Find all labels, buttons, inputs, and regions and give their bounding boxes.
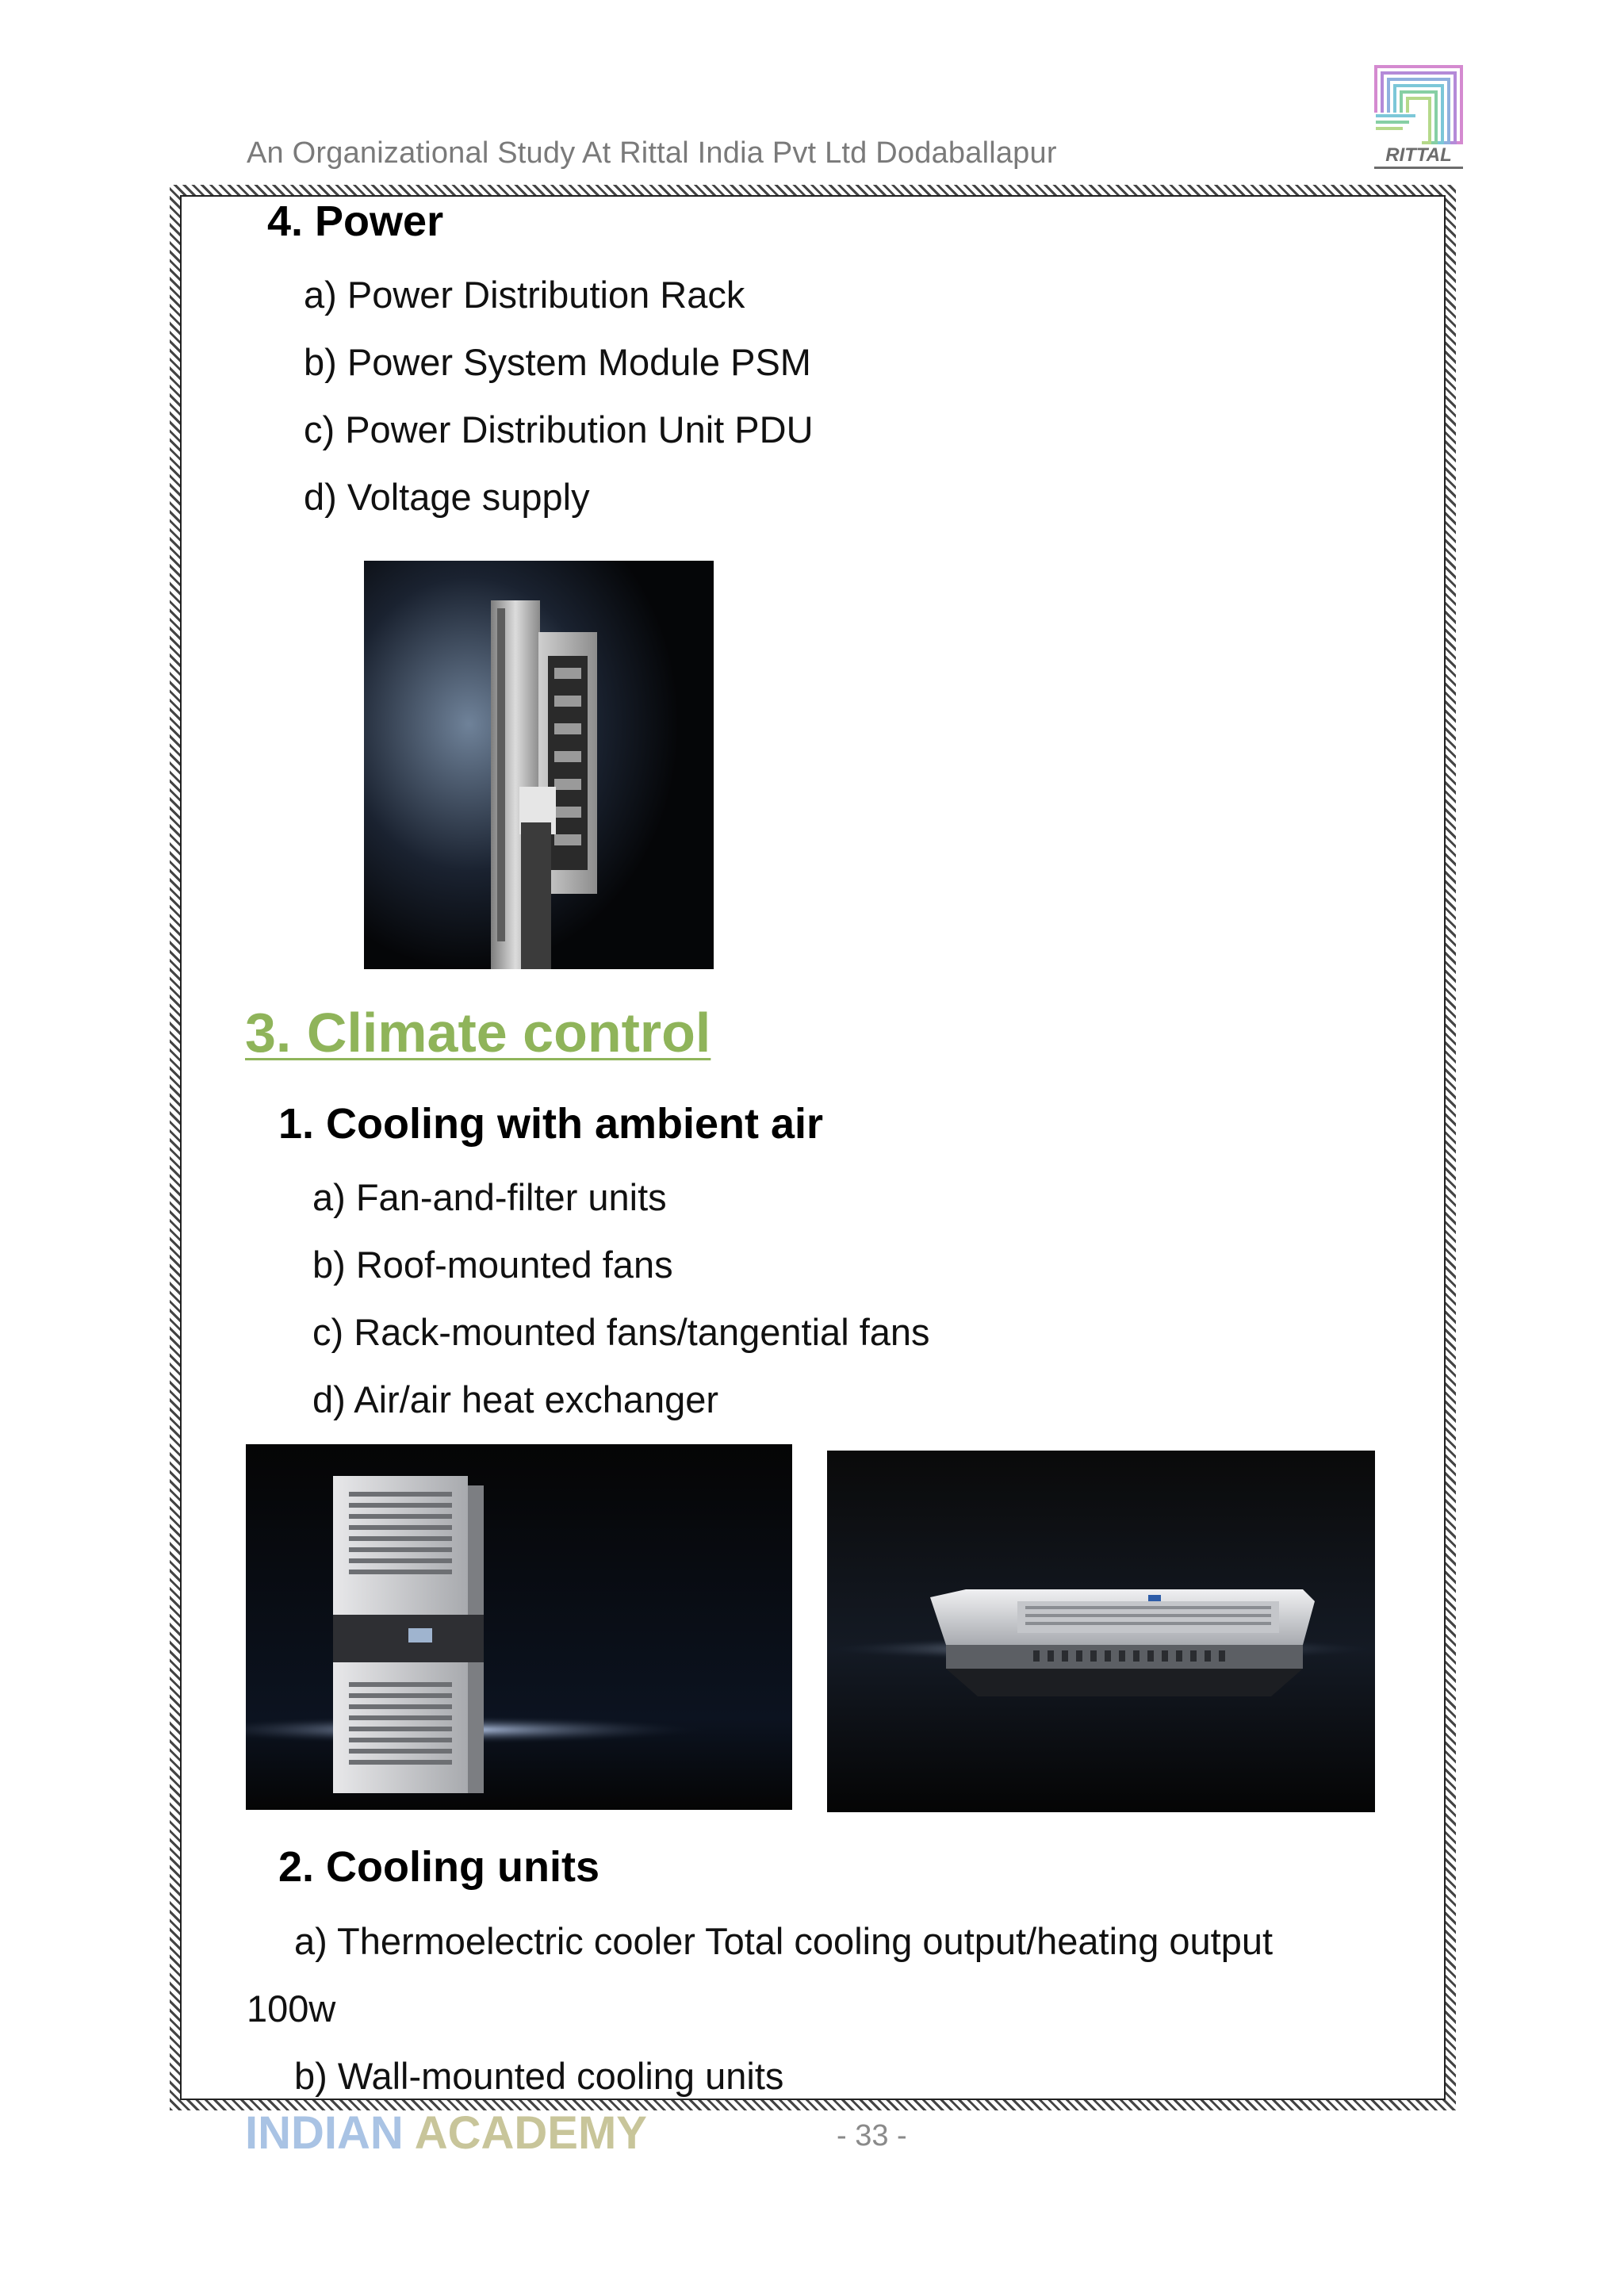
cooling-units-item-a: a) Thermoelectric cooler Total cooling output/heating output <box>294 1920 1274 1962</box>
cooling-units-item-a-continued: 100w <box>247 1987 336 2030</box>
ambient-air-item: a) Fan-and-filter units <box>312 1176 667 1218</box>
power-item: c) Power Distribution Unit PDU <box>304 408 814 450</box>
cooling-units-heading: 2. Cooling units <box>278 1843 599 1891</box>
power-item: a) Power Distribution Rack <box>304 274 745 316</box>
power-distribution-rack-image <box>364 561 714 969</box>
wall-mounted-cooling-unit-image <box>246 1444 792 1810</box>
cooling-units-item-b: b) Wall-mounted cooling units <box>294 2055 784 2097</box>
logo-wordmark: RITTAL <box>1374 144 1463 169</box>
footer-brand-word-1: INDIAN <box>245 2107 404 2159</box>
power-item: b) Power System Module PSM <box>304 341 811 383</box>
ambient-air-item: c) Rack-mounted fans/tangential fans <box>312 1311 930 1353</box>
page-header-title: An Organizational Study At Rittal India Pvt Ltd Dodaballapur <box>247 136 1057 170</box>
ambient-air-heading: 1. Cooling with ambient air <box>278 1100 824 1148</box>
rittal-logo-icon <box>1374 65 1463 173</box>
power-heading: 4. Power <box>267 197 444 245</box>
page-number: - 33 - <box>837 2119 907 2152</box>
ambient-air-item: b) Roof-mounted fans <box>312 1244 673 1286</box>
climate-control-heading: 3. Climate control <box>245 1002 711 1064</box>
footer-brand-word-2: ACADEMY <box>414 2107 647 2159</box>
power-item: d) Voltage supply <box>304 476 590 518</box>
ambient-air-item: d) Air/air heat exchanger <box>312 1378 719 1420</box>
roof-mounted-cooling-unit-image <box>827 1451 1375 1812</box>
footer-brand <box>245 2106 647 2160</box>
